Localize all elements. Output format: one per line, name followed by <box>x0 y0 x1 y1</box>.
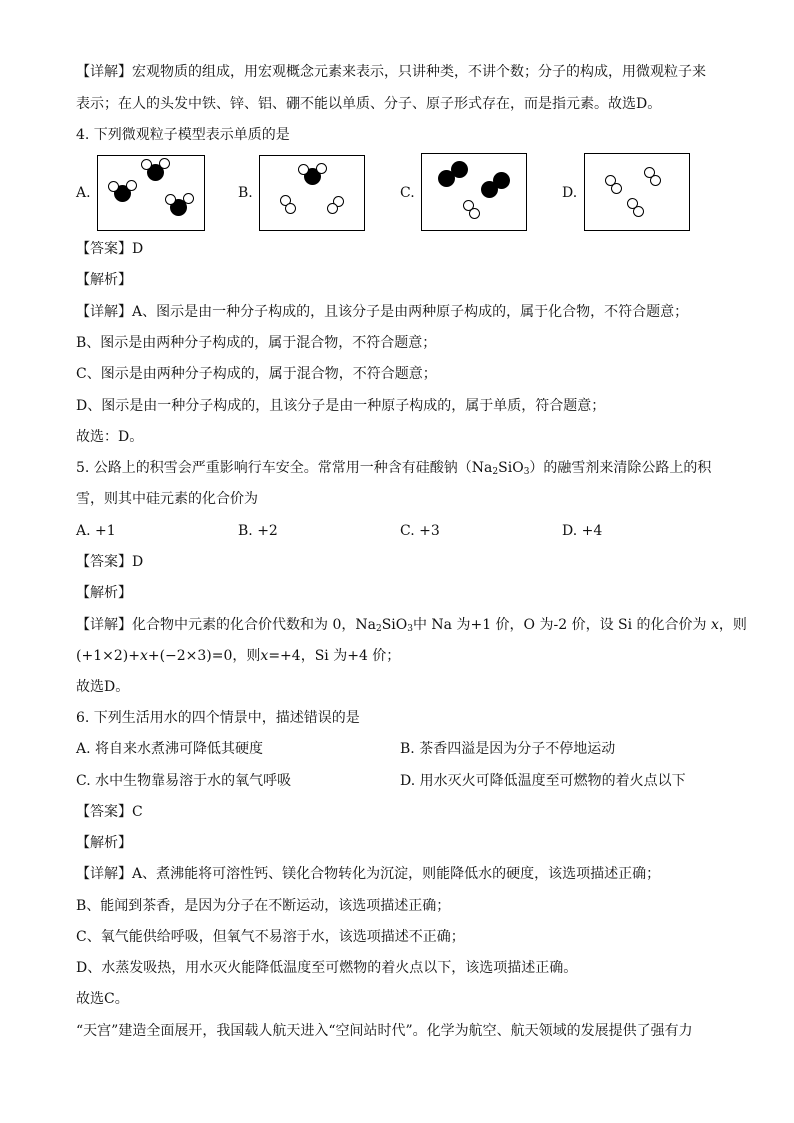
option-label-a: A. <box>76 185 91 201</box>
white-atom-icon <box>285 203 296 214</box>
black-atom-icon <box>493 172 510 189</box>
question-6-stem: 6. 下列生活用水的四个情景中，描述错误的是 <box>76 710 360 726</box>
option-d: D. +4 <box>562 523 603 539</box>
question-5-stem: 5. 公路上的积雪会严重影响行车安全。常常用一种含有硅酸钠$(Na_2SiO_3)$的融雪剂来清除公路上的积 <box>76 460 712 477</box>
text-line: C、氧气能供给呼吸，但氧气不易溶于水，该选项描述不正确； <box>76 929 465 945</box>
text-line: 故选D。 <box>76 679 130 695</box>
molecule-box-d <box>584 153 690 231</box>
option-label-d: D. <box>562 185 578 201</box>
option-b: B. +2 <box>238 523 278 539</box>
white-atom-icon <box>183 193 194 204</box>
option-d: D. 用水灭火可降低温度至可燃物的着火点以下 <box>400 773 686 789</box>
option-c: C. +3 <box>400 523 440 539</box>
molecule-box-c <box>421 153 527 231</box>
analysis-label: 【解析】 <box>76 835 132 851</box>
answer-label: 【答案】D <box>76 554 144 570</box>
white-atom-icon <box>165 194 176 205</box>
text-line: B、图示是由两种分子构成的，属于混合物，不符合题意； <box>76 335 437 351</box>
equation-line: (+1×2)+x+(−2×3)=0，则x=+4，Si 为+4 价； <box>76 648 401 664</box>
white-atom-icon <box>108 181 119 192</box>
white-atom-icon <box>469 208 480 219</box>
option-a: A. +1 <box>76 523 116 539</box>
text-line: D、图示是由一种分子构成的，且该分子是由一种原子构成的，属于单质，符合题意； <box>76 398 606 414</box>
text-line: 雪，则其中硅元素的化合价为 <box>76 491 258 507</box>
text-line: 故选：D。 <box>76 429 144 445</box>
white-atom-icon <box>650 175 661 186</box>
option-label-c: C. <box>400 185 415 201</box>
white-atom-icon <box>298 164 309 175</box>
analysis-label: 【解析】 <box>76 585 132 601</box>
text-line: 表示；在人的头发中铁、锌、铝、硼不能以单质、分子、原子形式存在，而是指元素。故选D。 <box>76 96 662 112</box>
black-atom-icon <box>451 161 468 178</box>
answer-label: 【答案】C <box>76 804 143 820</box>
molecule-box-b <box>259 155 365 231</box>
option-b: B. 茶香四溢是因为分子不停地运动 <box>400 741 616 757</box>
analysis-label: 【解析】 <box>76 272 132 288</box>
white-atom-icon <box>316 163 327 174</box>
question-4-stem: 4. 下列微观粒子模型表示单质的是 <box>76 127 290 143</box>
white-atom-icon <box>141 159 152 170</box>
text-line: D、水蒸发吸热，用水灭火能降低温度至可燃物的着火点以下，该选项描述正确。 <box>76 960 578 976</box>
text-line: B、能闻到茶香，是因为分子在不断运动，该选项描述正确； <box>76 898 451 914</box>
answer-label: 【答案】D <box>76 241 144 257</box>
text-line: 【详解】A、煮沸能将可溶性钙、镁化合物转化为沉淀，则能降低水的硬度，该选项描述正确； <box>76 866 661 882</box>
white-atom-icon <box>126 180 137 191</box>
white-atom-icon <box>159 158 170 169</box>
option-label-b: B. <box>238 185 253 201</box>
white-atom-icon <box>327 203 338 214</box>
text-line: C、图示是由两种分子构成的，属于混合物，不符合题意； <box>76 366 437 382</box>
text-line: “天宫”建造全面展开，我国载人航天进入“空间站时代”。化学为航空、航天领域的发展提供了强有力 <box>76 1023 693 1039</box>
option-c: C. 水中生物靠易溶于水的氧气呼吸 <box>76 773 292 789</box>
text-line: 【详解】A、图示是由一种分子构成的，且该分子是由两种原子构成的，属于化合物，不符合题意； <box>76 304 689 320</box>
option-a: A. 将自来水煮沸可降低其硬度 <box>76 741 264 757</box>
text-line: 【详解】宏观物质的组成，用宏观概念元素来表示，只讲种类，不讲个数；分子的构成，用微观粒子来 <box>76 64 706 80</box>
white-atom-icon <box>633 206 644 217</box>
text-line: 故选C。 <box>76 991 129 1007</box>
text-line: 【详解】化合物中元素的化合价代数和为 0，$Na_2SiO_3$中 Na 为+1 价，O 为-2 价，设 Si 的化合价为 x，则 <box>76 617 747 634</box>
white-atom-icon <box>611 183 622 194</box>
